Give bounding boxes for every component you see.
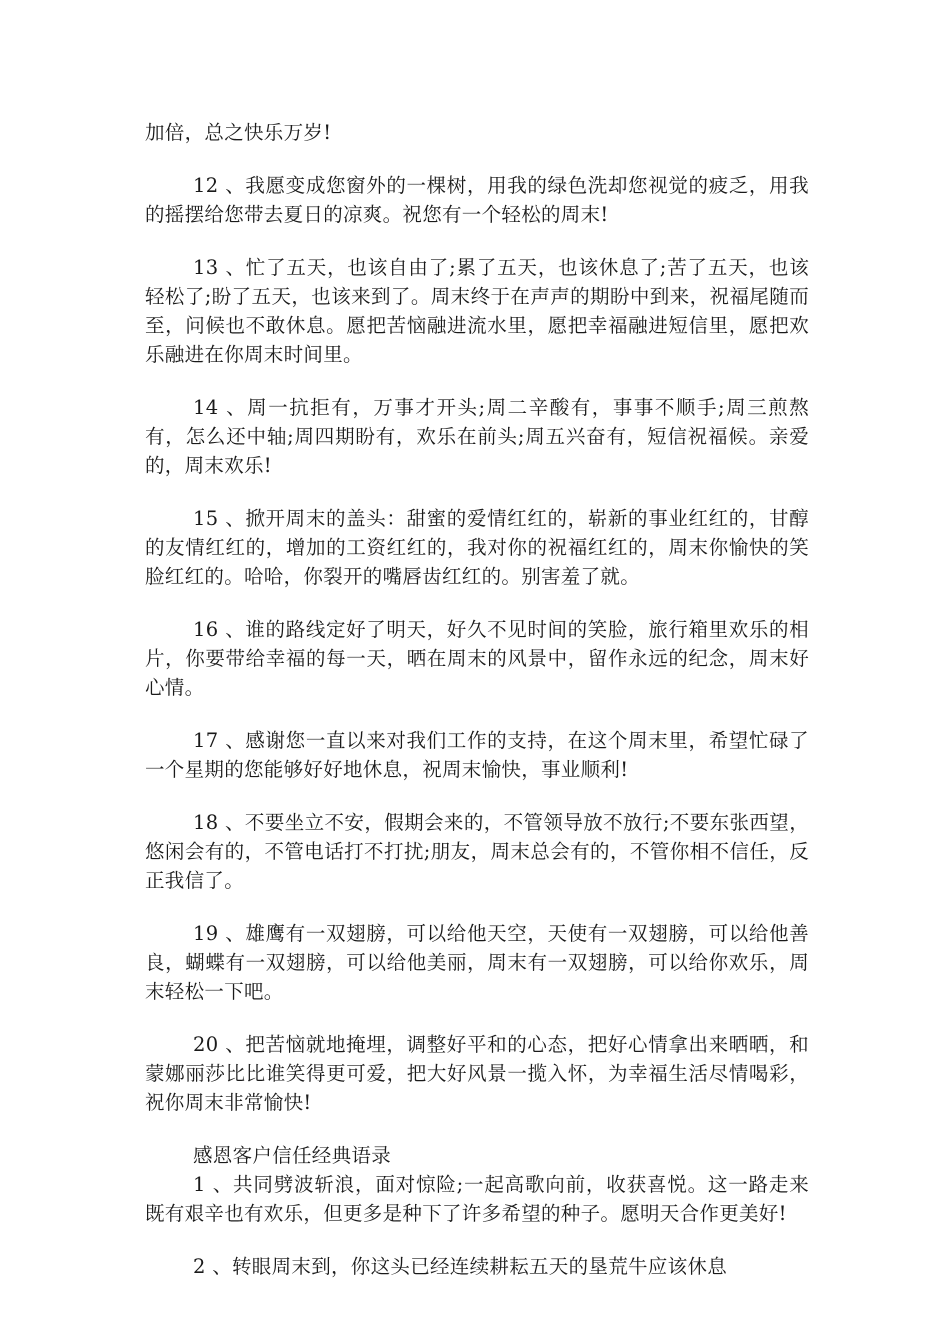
paragraph-item-16: 16 、谁的路线定好了明天，好久不见时间的笑脸，旅行箱里欢乐的相片，你要带给幸福的每一天，晒在周末的风景中，留作永远的纪念，周末好心情。 bbox=[145, 618, 809, 699]
paragraph-item-18: 18 、不要坐立不安，假期会来的，不管领导放不放行;不要东张西望，悠闲会有的，不管电话打不打扰;朋友，周末总会有的，不管你相不信任，反正我信了。 bbox=[145, 811, 809, 892]
paragraph-item-17: 17 、感谢您一直以来对我们工作的支持，在这个周末里，希望忙碌了一个星期的您能够好好地休息，祝周末愉快，事业顺利! bbox=[145, 729, 809, 781]
paragraph-continuation: 加倍，总之快乐万岁! bbox=[145, 121, 332, 144]
paragraph-item-14: 14 、周一抗拒有，万事才开头;周二辛酸有，事事不顺手;周三煎熬有，怎么还中轴;周四期盼有，欢乐在前头;周五兴奋有，短信祝福候。亲爱的，周末欢乐! bbox=[145, 396, 809, 477]
paragraph-quote-1: 1 、共同劈波斩浪，面对惊险;一起高歌向前，收获喜悦。这一路走来既有艰辛也有欢乐，但更多是种下了许多希望的种子。愿明天合作更美好! bbox=[145, 1173, 809, 1225]
paragraph-item-15: 15 、掀开周末的盖头：甜蜜的爱情红红的，崭新的事业红红的，甘醇的友情红红的，增加的工资红红的，我对你的祝福红红的，周末你愉快的笑脸红红的。哈哈，你裂开的嘴唇齿红红的。别害羞了就。 bbox=[145, 507, 809, 588]
paragraph-item-20: 20 、把苦恼就地掩埋，调整好平和的心态，把好心情拿出来晒晒，和蒙娜丽莎比比谁笑得更可爱，把大好风景一揽入怀，为幸福生活尽情喝彩，祝你周末非常愉快! bbox=[145, 1033, 809, 1114]
document-page bbox=[145, 118, 809, 1305]
paragraph-item-13: 13 、忙了五天，也该自由了;累了五天，也该休息了;苦了五天，也该轻松了;盼了五天，也该来到了。周末终于在声声的期盼中到来，祝福尾随而至，问候也不敢休息。愿把苦恼融进流水里，愿把幸福融进短信里，愿把欢乐融进在你周末时间里。 bbox=[145, 256, 809, 366]
paragraph-item-12: 12 、我愿变成您窗外的一棵树，用我的绿色洗却您视觉的疲乏，用我的摇摆给您带去夏日的凉爽。祝您有一个轻松的周末! bbox=[145, 174, 809, 226]
paragraph-item-19: 19 、雄鹰有一双翅膀，可以给他天空，天使有一双翅膀，可以给他善良，蝴蝶有一双翅膀，可以给他美丽，周末有一双翅膀，可以给你欢乐，周末轻松一下吧。 bbox=[145, 922, 809, 1003]
section-heading: 感恩客户信任经典语录 bbox=[193, 1144, 392, 1167]
paragraph-quote-2: 2 、转眼周末到，你这头已经连续耕耘五天的垦荒牛应该休息 bbox=[193, 1255, 728, 1278]
